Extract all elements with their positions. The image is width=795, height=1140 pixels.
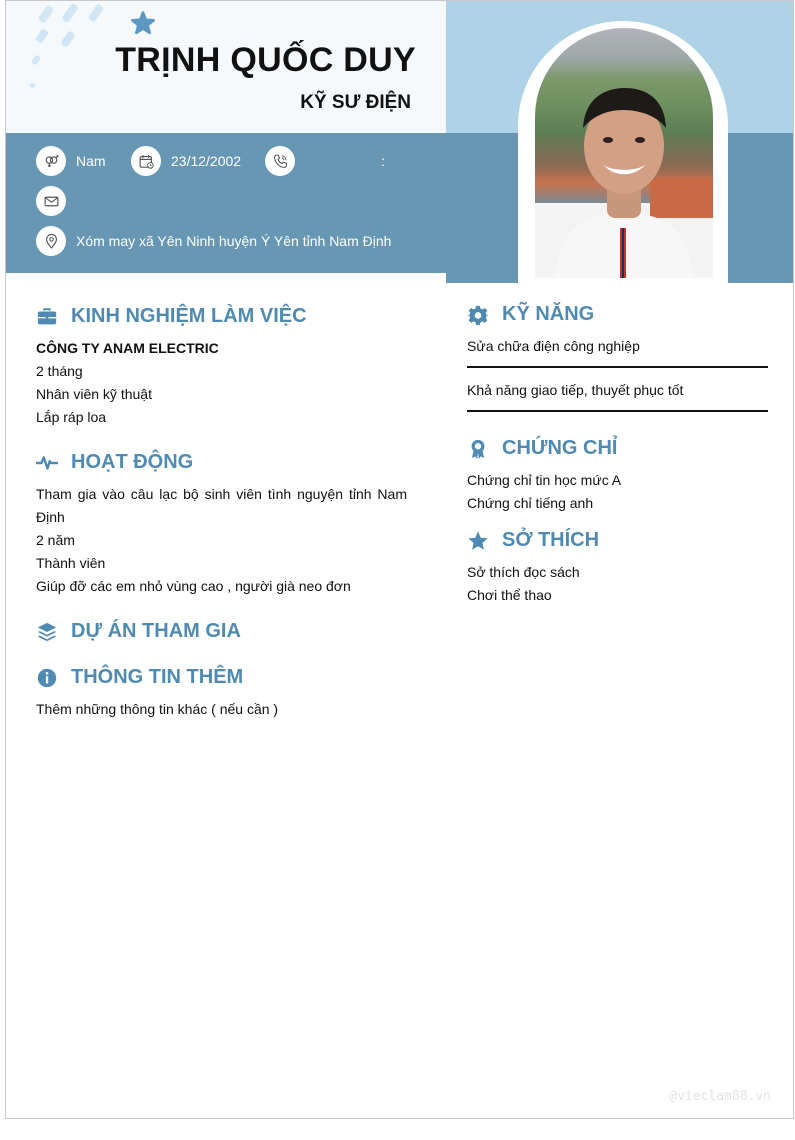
watermark: @vieclam88.vn — [669, 1089, 771, 1104]
experience-description: Lắp ráp loa — [36, 409, 107, 425]
experience-position: Nhân viên kỹ thuật — [36, 386, 152, 402]
briefcase-icon — [36, 306, 58, 328]
gender-value: Nam — [76, 153, 106, 169]
hobbies-heading — [467, 529, 599, 552]
birthday-value: 23/12/2002 — [171, 153, 242, 169]
full-name: TRỊNH QUỐC DUY — [115, 41, 416, 79]
info-icon — [36, 667, 58, 689]
gender-icon-circle — [36, 146, 66, 176]
email-icon-circle — [36, 186, 66, 216]
calendar-icon — [138, 153, 155, 170]
additional-info-text: Thêm những thông tin khác ( nếu cần ) — [36, 701, 279, 717]
activities-duration: 2 năm — [36, 532, 75, 548]
additional-info-heading — [36, 666, 243, 689]
address-value: Xóm may xã Yên Ninh huyện Ý Yên tỉnh Nam Định — [76, 233, 392, 249]
activities-role: Thành viên — [36, 555, 106, 571]
experience-title: KINH NGHIỆM LÀM VIỆC — [71, 305, 307, 327]
activities-title: HOẠT ĐỘNG — [71, 451, 194, 473]
certificate-item: Chứng chỉ tin học mức A — [467, 472, 622, 488]
cv-page — [5, 0, 794, 1119]
job-title: KỸ SƯ ĐIỆN — [300, 92, 411, 113]
skill-item: Khả năng giao tiếp, thuyết phục tốt — [467, 382, 684, 398]
gear-icon — [467, 304, 489, 326]
location-icon-circle — [36, 226, 66, 256]
certificates-title: CHỨNG CHỈ — [502, 437, 618, 459]
calendar-icon-circle — [131, 146, 161, 176]
email-row — [36, 186, 76, 216]
certificate-item: Chứng chỉ tiếng anh — [467, 495, 594, 511]
activities-heading — [36, 451, 193, 474]
projects-heading — [36, 620, 241, 643]
gender-row — [36, 146, 106, 176]
experience-duration: 2 tháng — [36, 363, 83, 379]
star-decoration-icon — [130, 11, 156, 37]
phone-value: : — [381, 153, 385, 169]
skill-item: Sửa chữa điện công nghiệp — [467, 338, 640, 354]
profile-photo — [535, 28, 713, 278]
heartbeat-icon — [36, 452, 58, 474]
location-icon — [43, 233, 60, 250]
star-icon — [467, 530, 489, 552]
activities-description: Giúp đỡ các em nhỏ vùng cao , người già neo đơn — [36, 578, 351, 594]
skill-divider — [467, 366, 768, 368]
address-row — [36, 226, 391, 256]
award-icon — [467, 438, 489, 460]
layers-icon — [36, 621, 58, 643]
phone-icon-circle — [265, 146, 295, 176]
phone-icon — [272, 153, 289, 170]
birthday-row — [131, 146, 241, 176]
certificates-heading — [467, 437, 617, 460]
additional-info-title: THÔNG TIN THÊM — [71, 666, 244, 688]
gender-icon — [43, 153, 60, 170]
skills-heading — [467, 303, 594, 326]
hobbies-title: SỞ THÍCH — [502, 529, 600, 551]
skills-title: KỸ NĂNG — [502, 303, 595, 325]
phone-row — [265, 146, 385, 176]
projects-title: DỰ ÁN THAM GIA — [71, 620, 241, 642]
email-icon — [43, 193, 60, 210]
experience-heading — [36, 305, 307, 328]
hobby-item: Sở thích đọc sách — [467, 564, 580, 580]
skill-divider — [467, 410, 768, 412]
hobby-item: Chơi thể thao — [467, 587, 552, 603]
experience-company: CÔNG TY ANAM ELECTRIC — [36, 340, 219, 356]
activities-organization: Tham gia vào câu lạc bộ sinh viên tình nguyện tỉnh Nam Định — [36, 486, 407, 525]
